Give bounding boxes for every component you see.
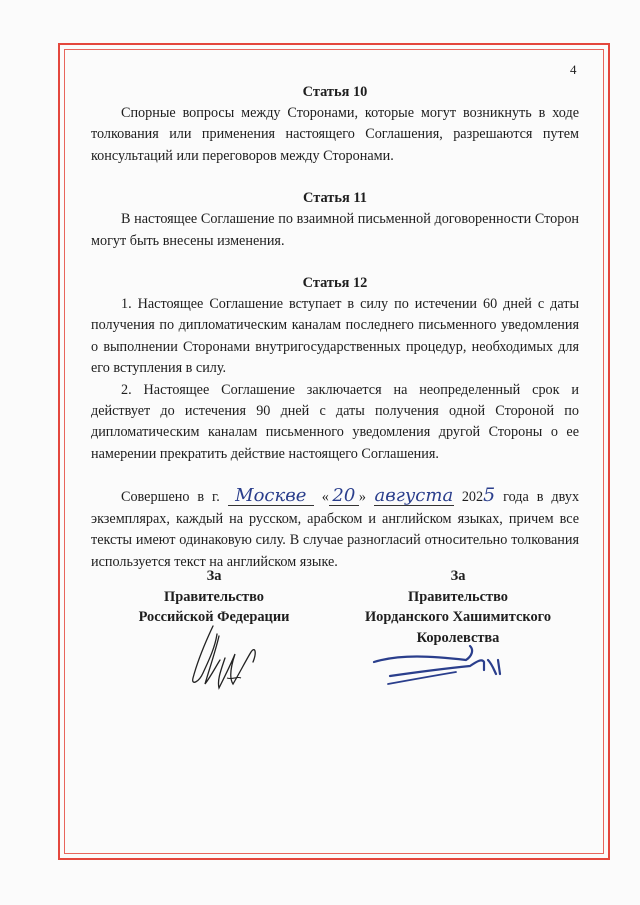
- article-12-title: Статья 12: [302, 275, 368, 292]
- quote-close: »: [358, 489, 366, 506]
- handwritten-day: 20: [329, 487, 359, 506]
- closing-suffix: года в двух экземплярах, каждый на русском, арабском и английском языках, причем все тексты имеют одинаковую силу. В случае разногласий относительно толкования используется текст на английском языке.: [91, 489, 580, 570]
- quote-open: «: [321, 489, 329, 506]
- handwritten-city: Москве: [228, 487, 314, 506]
- signatory-russia-line3: Российской Федерации: [138, 609, 290, 626]
- article-10-text: Спорные вопросы между Сторонами, которые могут возникнуть в ходе толкования или применения настоящего Соглашения, разрешаются путем консультаций или переговоров между Сторонами.: [91, 105, 579, 164]
- closing-prefix: Совершено в г.: [121, 489, 220, 506]
- handwritten-year-digit: 5: [483, 484, 496, 507]
- article-10: [91, 82, 579, 167]
- page-number: 4: [570, 62, 577, 77]
- year-printed: 202: [461, 489, 484, 506]
- article-11: [91, 188, 579, 252]
- signatory-jordan-line1: За: [450, 568, 466, 584]
- signatory-russia-line2: Правительство: [164, 588, 264, 605]
- closing-paragraph: [91, 486, 579, 573]
- signatory-jordan-line4: Королевства: [416, 629, 500, 646]
- article-11-text: В настоящее Соглашение по взаимной письменной договоренности Сторон могут быть внесены изменения.: [91, 211, 579, 249]
- article-12-clause-2: 2. Настоящее Соглашение заключается на неопределенный срок и действует до истечения 90 дней с даты получения одной Стороной по дипломатическим каналам письменного уведомления другой Стороны о ее намерении прекратить действие настоящего Соглашения.: [91, 381, 579, 462]
- signature-russia: [175, 618, 270, 696]
- signatory-russia-line1: За: [206, 568, 222, 584]
- article-10-title: Статья 10: [302, 84, 368, 100]
- article-12-clause-1: 1. Настоящее Соглашение вступает в силу по истечении 60 дней с даты получения по дипломатическим каналам последнего письменного уведомления о выполнении Сторонами внутригосударственных процедур, необходимых для его вступления в силу.: [91, 296, 579, 377]
- article-12: [91, 273, 579, 465]
- document-body: [91, 82, 579, 573]
- signature-jordan: [370, 640, 515, 690]
- handwritten-month: августа: [374, 485, 454, 507]
- signatory-jordan: [343, 566, 573, 648]
- signatory-jordan-line3: Иорданского Хашимитского: [364, 609, 552, 626]
- article-11-title: Статья 11: [303, 190, 367, 207]
- signatory-jordan-line2: Правительство: [408, 588, 508, 605]
